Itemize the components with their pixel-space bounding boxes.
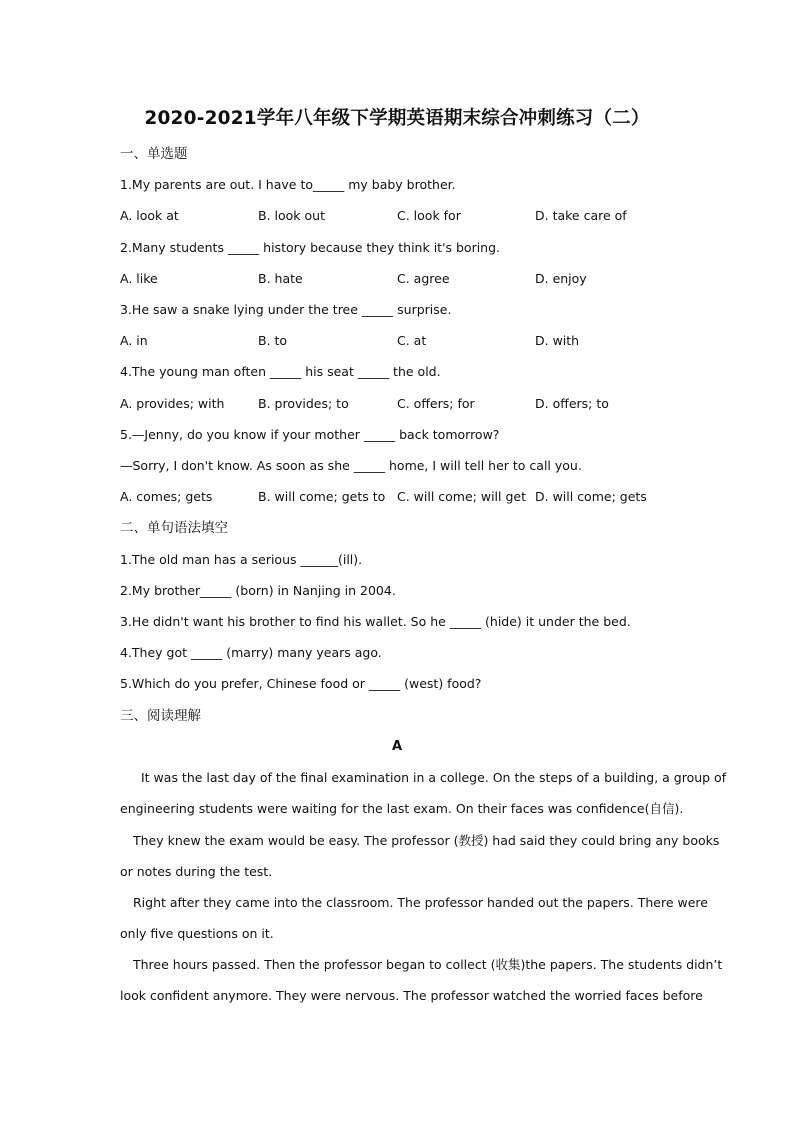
fill-blank-item: 1.The old man has a serious ______(ill).: [120, 552, 363, 567]
passage-line: They knew the exam would be easy. The professor (教授) had said they could bring any books: [133, 833, 720, 848]
section-heading-single-choice: 一、单选题: [120, 146, 188, 162]
passage-line: Three hours passed. Then the professor began to collect (收集)the papers. The students didn’t: [133, 957, 723, 972]
passage-line: look confident anymore. They were nervous. The professor watched the worried faces before: [120, 988, 703, 1003]
option-c: C. offers; for: [397, 396, 475, 411]
option-b: B. hate: [258, 271, 303, 286]
option-c: C. at: [397, 333, 427, 348]
section-heading-reading: 三、阅读理解: [120, 708, 201, 724]
option-a: A. comes; gets: [120, 489, 213, 504]
page-title: 2020-2021学年八年级下学期英语期末综合冲刺练习（二）: [144, 108, 650, 129]
section-heading-grammar-fill: 二、单句语法填空: [120, 520, 228, 536]
option-a: A. in: [120, 333, 148, 348]
fill-blank-item: 5.Which do you prefer, Chinese food or _____ (west) food?: [120, 676, 482, 691]
passage-line: only five questions on it.: [120, 926, 274, 941]
passage-line: engineering students were waiting for the last exam. On their faces was confidence(自信).: [120, 801, 684, 816]
option-d: D. enjoy: [535, 271, 587, 286]
fill-blank-item: 3.He didn't want his brother to find his wallet. So he _____ (hide) it under the bed.: [120, 614, 631, 629]
option-b: B. to: [258, 333, 288, 348]
option-b: B. look out: [258, 208, 325, 223]
question-stem: 4.The young man often _____ his seat _____ the old.: [120, 364, 441, 379]
option-d: D. offers; to: [535, 396, 609, 411]
option-b: B. provides; to: [258, 396, 349, 411]
question-stem-continued: —Sorry, I don't know. As soon as she _____ home, I will tell her to call you.: [120, 458, 582, 473]
question-stem: 2.Many students _____ history because they think it's boring.: [120, 240, 501, 255]
option-c: C. look for: [397, 208, 461, 223]
question-stem: 3.He saw a snake lying under the tree _____ surprise.: [120, 302, 452, 317]
option-b: B. will come; gets to: [258, 489, 386, 504]
fill-blank-item: 2.My brother_____ (born) in Nanjing in 2004.: [120, 583, 396, 598]
question-stem: 1.My parents are out. I have to_____ my baby brother.: [120, 177, 456, 192]
fill-blank-item: 4.They got _____ (marry) many years ago.: [120, 645, 382, 660]
passage-line: or notes during the test.: [120, 864, 273, 879]
option-c: C. agree: [397, 271, 450, 286]
option-d: D. will come; gets: [535, 489, 647, 504]
option-d: D. take care of: [535, 208, 627, 223]
option-a: A. like: [120, 271, 158, 286]
option-d: D. with: [535, 333, 580, 348]
passage-line: Right after they came into the classroom. The professor handed out the papers. There were: [133, 895, 708, 910]
passage-label: A: [391, 739, 403, 754]
passage-line: It was the last day of the final examination in a college. On the steps of a building, a group of: [141, 770, 727, 785]
option-a: A. look at: [120, 208, 179, 223]
question-stem: 5.—Jenny, do you know if your mother _____ back tomorrow?: [120, 427, 500, 442]
option-a: A. provides; with: [120, 396, 225, 411]
option-c: C. will come; will get: [397, 489, 527, 504]
